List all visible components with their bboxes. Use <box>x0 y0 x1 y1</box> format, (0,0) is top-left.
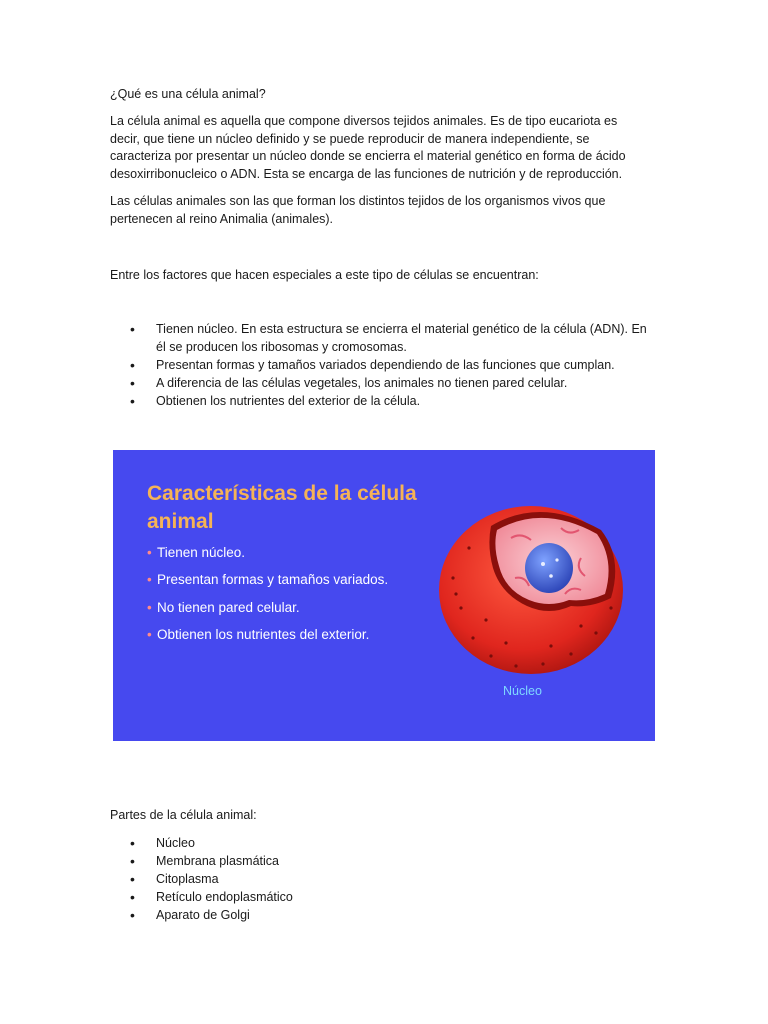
list-item: • Retículo endoplasmático <box>110 888 650 906</box>
animal-cell-illustration <box>431 498 631 678</box>
characteristics-banner <box>113 450 655 741</box>
list-item: • Núcleo <box>110 834 650 852</box>
list-item: • Citoplasma <box>110 870 650 888</box>
parts-list <box>110 834 650 924</box>
banner-list <box>147 544 407 653</box>
factors-intro-paragraph: Entre los factores que hacen especiales a este tipo de células se encuentran: <box>110 268 539 282</box>
nucleus-label: Núcleo <box>503 684 542 698</box>
banner-title: Características de la célula animal <box>147 482 417 533</box>
factors-list <box>110 320 650 410</box>
list-item: • Aparato de Golgi <box>110 906 650 924</box>
banner-list-item: • No tienen pared celular. <box>147 599 407 616</box>
list-item: • Membrana plasmática <box>110 852 650 870</box>
list-item: • Tienen núcleo. En esta estructura se encierra el material genético de la célula (ADN). En él se producen los ribosomas y cromosomas. <box>110 320 650 356</box>
definition-paragraph: La célula animal es aquella que compone diversos tejidos animales. Es de tipo eucariota es decir, que tiene un núcleo definido y se puede reproducir de manera independiente, se caracteriza por presentar un núcleo donde se encierra el material genético en forma de ácido desoxirribonucleico o ADN. Esta se encarga de las funciones de nutrición y de reproducción. <box>110 114 626 181</box>
list-item: • A diferencia de las células vegetales, los animales no tienen pared celular. <box>110 374 650 392</box>
list-item: • Presentan formas y tamaños variados dependiendo de las funciones que cumplan. <box>110 356 650 374</box>
banner-list-item: • Presentan formas y tamaños variados. <box>147 571 407 588</box>
banner-list-item: • Tienen núcleo. <box>147 544 407 561</box>
nucleus-shape <box>525 543 573 593</box>
list-item: • Obtienen los nutrientes del exterior de la célula. <box>110 392 650 410</box>
question-title: ¿Qué es una célula animal? <box>110 87 266 101</box>
parts-title: Partes de la célula animal: <box>110 808 257 822</box>
tissues-paragraph: Las células animales son las que forman los distintos tejidos de los organismos vivos que pertenecen al reino Animalia (animales). <box>110 194 606 226</box>
banner-list-item: • Obtienen los nutrientes del exterior. <box>147 626 407 643</box>
